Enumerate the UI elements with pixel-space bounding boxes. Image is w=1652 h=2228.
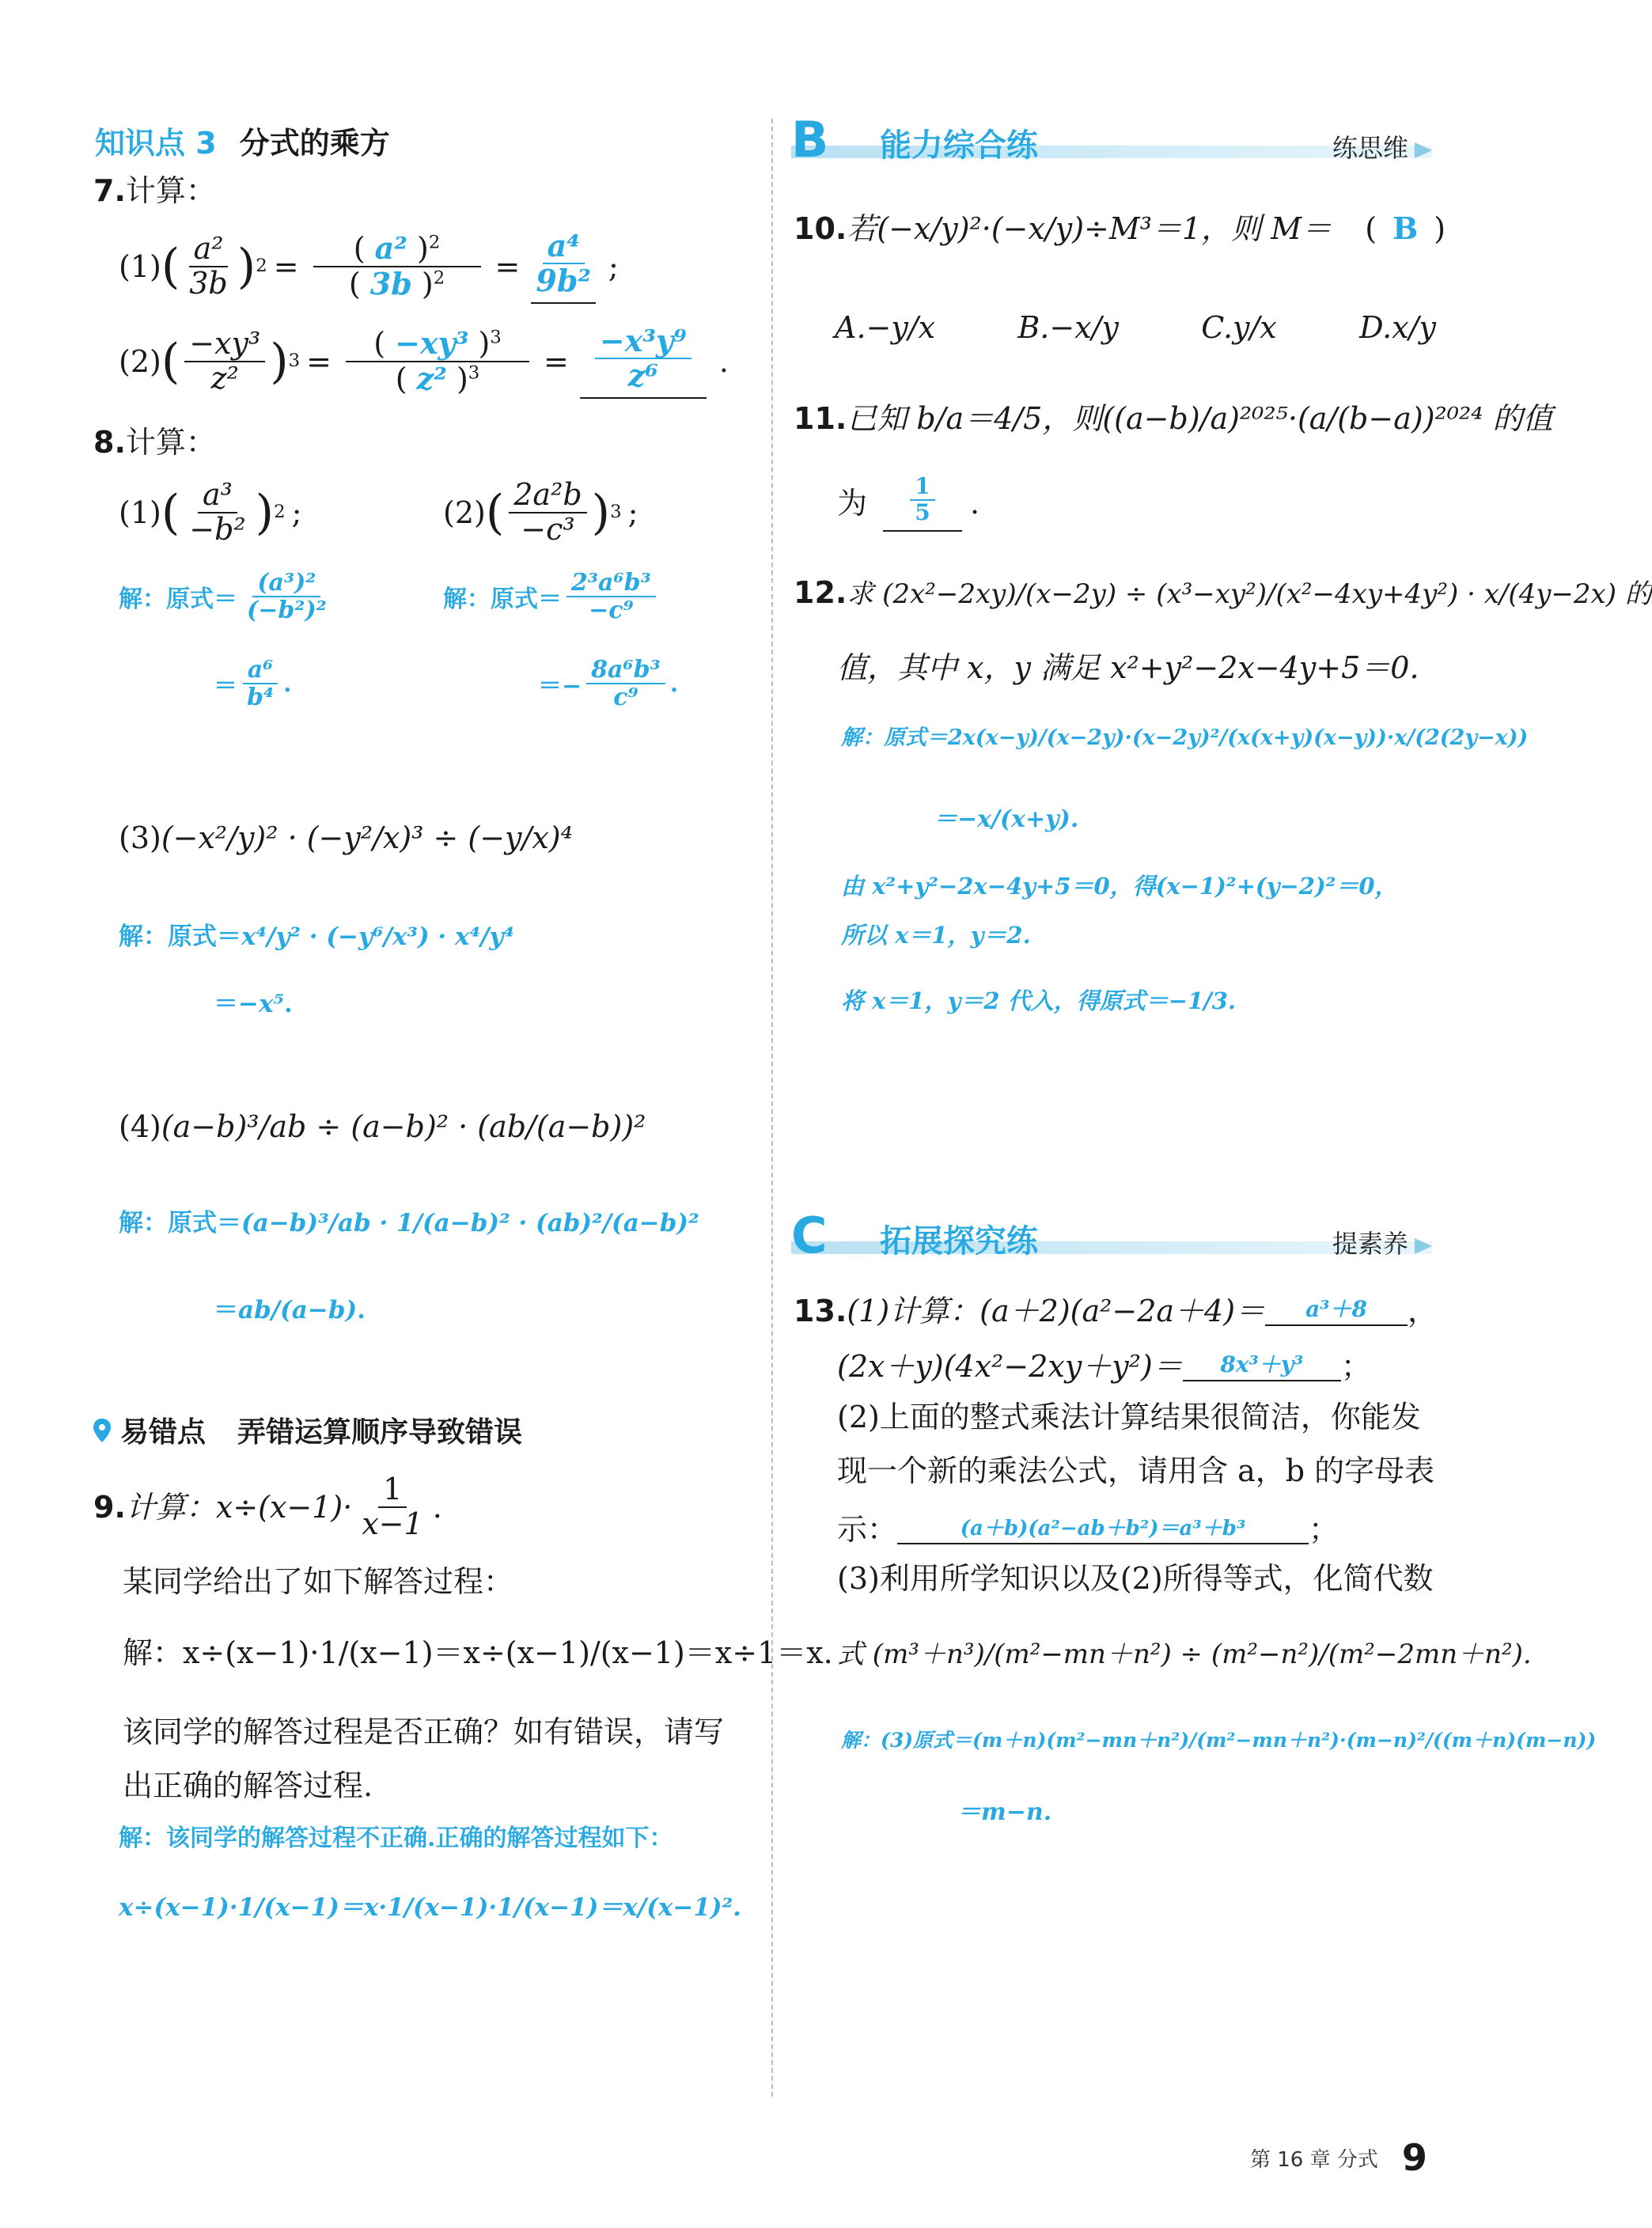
solution-expression: x⁴/y² · (−y⁶/x³) · x⁴/y⁴ (241, 923, 514, 951)
answer-numerator: −x³y⁹ (595, 324, 691, 359)
solution-expression: ab/(a−b) (238, 1296, 358, 1324)
solution-text: 由 x²+y²−2x−4y+5＝0，得(x−1)²+(y−2)²＝0， (841, 873, 1398, 900)
section-tag: 练思维 (1332, 133, 1408, 163)
part-label: (1) (119, 494, 161, 530)
answer-expression: x÷(x−1)·1/(x−1)＝x·1/(x−1)·1/(x−1)＝x/(x−1)². (119, 1893, 741, 1922)
question-number: 13. (794, 1294, 847, 1328)
q8-p3-solution-line1 (119, 916, 514, 952)
question-7-header (93, 173, 216, 208)
question-7-part-2: (2) ( $\frac{\text{−xy³}}{\text{z²}}$ ) 3 = $\frac{( -xy^3 )^3}{( z^2 )^3}$ = $\frac{\text{−x³y⁹}}{\text{z⁶}}$ . (119, 324, 729, 399)
solution-expression: 解：(3)原式＝(m＋n)(m²−mn＋n²)/(m²−mn＋n²)·(m−n)²/((m＋n)(m−n)) (841, 1729, 1597, 1752)
answer-denominator: z⁶ (627, 357, 658, 393)
question-12-solution-5 (841, 983, 1236, 1016)
q8-p4-solution-line1 (119, 1203, 699, 1238)
question-text: (2x＋y)(4x²−2xy＋y²)＝ (837, 1349, 1183, 1384)
question-8-part-3 (119, 820, 573, 855)
fill-answer: z² (416, 360, 447, 396)
question-7-part-1: (1) ( $\frac{\text{a²}}{3b}$ ) 2 = $\frac{( a^2 )^2}{( 3b )^2}$ = $\frac{\text{a⁴}}{\text{9b²}}$ ; (119, 229, 619, 304)
question-9-answer-1 (119, 1818, 673, 1853)
question-label: 计算： (125, 425, 216, 460)
question-9-answer-2 (119, 1887, 741, 1923)
question-12-stem-2 (837, 650, 1419, 685)
question-10-stem: 10.若(−x/y)²·(−x/y)÷M³＝1，则 M＝ ( B ) (794, 210, 1446, 246)
solution-denominator: c⁹ (613, 684, 638, 711)
column-divider (771, 119, 773, 2097)
solution-expression: −x⁵ (238, 990, 285, 1018)
section-b-header (791, 111, 1432, 174)
question-9-line2: 该同学的解答过程是否正确？如有错误，请写 (123, 1715, 725, 1749)
section-title: 能力综合练 (880, 127, 1038, 164)
answer-blank (1265, 1291, 1408, 1326)
question-text: 已知 b/a＝4/5，则((a−b)/a)²⁰²⁵·(a/(b−a))²⁰²⁴ 的值 (847, 401, 1553, 436)
section-letter: C (791, 1207, 828, 1264)
q8-p3-solution-line2: ＝−x⁵. (214, 990, 293, 1018)
solution-numerator: 2³a⁶b³ (566, 570, 656, 597)
exponent: 2 (256, 256, 267, 277)
question-13-part-1: 13. (1)计算：(a＋2)(a²−2a＋4)＝ a³＋8 ， (794, 1291, 1438, 1326)
question-12-solution-4 (841, 918, 1031, 950)
fill-answer: a³＋8 (1305, 1296, 1367, 1322)
choice-answer: B (1392, 210, 1419, 246)
solution-text: 所以 x＝1，y＝2. (841, 922, 1031, 949)
fraction-numerator: −xy³ (184, 328, 265, 362)
expression: (a−b)³/ab ÷ (a−b)² · (ab/(a−b))² (161, 1109, 646, 1144)
triangle-icon (1415, 142, 1432, 158)
section-title: 拓展探究练 (880, 1223, 1038, 1260)
solution-prefix: 解：原式＝ (443, 585, 562, 613)
fill-answer: −xy³ (395, 325, 469, 361)
question-number: 8. (93, 425, 126, 460)
question-9-stem: 9. 计算：x÷(x−1)· $\frac{1}{x-1}$ . (93, 1472, 442, 1541)
question-13-part-3a: (3)利用所学知识以及(2)所得等式，化简代数 (837, 1561, 1434, 1596)
question-text: 值，其中 x，y 满足 x²+y²−2x−4y+5＝0. (837, 650, 1419, 685)
knowledge-point-title: 分式的乘方 (239, 126, 390, 161)
fraction-denominator: z² (210, 360, 239, 396)
question-text: 示： (837, 1512, 898, 1547)
part-label: (4) (119, 1109, 161, 1144)
answer-blank (1183, 1347, 1341, 1381)
question-label: 计算： (125, 173, 216, 208)
solution-expression: (a−b)³/ab · 1/(a−b)² · (ab)²/(a−b)² (241, 1209, 699, 1237)
q8-p4-solution-line2: ＝ab/(a−b). (214, 1296, 366, 1324)
chapter-label: 第 16 章 分式 (1250, 2147, 1378, 2172)
option-c: C.y/x (1201, 310, 1277, 345)
solution-denominator: b⁴ (247, 684, 275, 711)
question-number: 12. (794, 575, 847, 610)
answer-numerator: a⁴ (543, 229, 585, 264)
fill-answer: (a＋b)(a²−ab＋b²)＝a³＋b³ (960, 1517, 1246, 1540)
fill-answer: 8x³＋y³ (1220, 1351, 1304, 1377)
answer-denominator: 9b² (536, 262, 592, 298)
solution-expression: 解：原式＝2x(x−y)/(x−2y)·(x−2y)²/(x(x+y)(x−y))·x/(2(2y−x)) (841, 726, 1529, 750)
question-label: 计算：x÷(x−1)· (125, 1489, 353, 1525)
fraction-numerator: a³ (198, 479, 237, 513)
question-8-part-1: (1) ( $\frac{\text{a³}}{\text{−b²}}$ ) 2 ; (119, 477, 302, 547)
fraction-numerator: a² (189, 233, 229, 267)
pitfall-title: 弄错运算顺序导致错误 (237, 1416, 523, 1449)
part-label: (3) (119, 820, 161, 855)
question-9-line1: 某同学给出了如下解答过程： (123, 1564, 514, 1599)
part-label: (1) (119, 248, 161, 284)
page-footer (1250, 2136, 1427, 2179)
fraction-numerator: 1 (378, 1473, 407, 1508)
solution-prefix: 解：原式＝ (119, 923, 241, 951)
section-letter: B (791, 111, 829, 169)
solution-numerator: (a³)² (252, 570, 320, 597)
question-10-options (835, 310, 1436, 345)
answer-text: 解：该同学的解答过程不正确.正确的解答过程如下： (119, 1824, 673, 1852)
question-13-part-2a: (2)上面的整式乘法计算结果很简洁，你能发 (837, 1400, 1421, 1434)
q8-p2-solution-line1 (443, 570, 661, 623)
question-8-part-4 (119, 1109, 646, 1144)
q8-p2-solution-line2: ＝− $\frac{\text{8a⁶b³}}{\text{c⁹}}$ . (538, 656, 679, 711)
option-b: B.−x/y (1017, 310, 1119, 345)
answer-blank (883, 475, 962, 532)
fraction-denominator: −b² (189, 511, 246, 547)
fraction-denominator: 3b (189, 265, 228, 301)
section-c-header (791, 1207, 1432, 1270)
solution-numerator: 8a⁶b³ (586, 657, 665, 684)
solution-prefix: 解：原式＝ (119, 1209, 241, 1237)
q8-p1-solution-line2: ＝ $\frac{\text{a⁶}}{\text{b⁴}}$ . (214, 656, 292, 711)
fraction-denominator: −c³ (521, 511, 575, 547)
question-number: 11. (794, 401, 847, 436)
question-12-solution-1 (841, 720, 1528, 751)
knowledge-point-heading (95, 119, 390, 162)
answer-denominator: 5 (915, 498, 930, 525)
solution-expression: ＝−x/(x+y). (934, 805, 1079, 833)
question-11-answer-row: 为 $\frac{1}{5}$ . (837, 475, 979, 532)
question-8-part-2: (2) ( $\frac{\text{2a²b}}{\text{−c³}}$ ) 3 ; (443, 477, 638, 547)
solution-numerator: a⁶ (243, 657, 278, 684)
question-13-part-2b: 现一个新的乘法公式，请用含 a，b 的字母表 (837, 1453, 1435, 1488)
q8-p1-solution-line1 (119, 570, 336, 623)
fraction-numerator: 2a²b (509, 479, 586, 513)
solution-denominator: (−b²)² (247, 597, 327, 624)
fill-answer: a² (374, 230, 407, 266)
fraction-denominator: x−1 (362, 1506, 423, 1541)
question-12-stem (794, 575, 1652, 610)
answer-numerator: 1 (910, 475, 934, 501)
question-number: 9. (93, 1489, 126, 1525)
question-text: 为 (837, 485, 868, 521)
page-number: 9 (1401, 2136, 1427, 2179)
solution-prefix: 解：原式＝ (119, 585, 237, 613)
exponent: 3 (288, 350, 301, 372)
location-pin-icon (93, 1419, 111, 1442)
question-12-solution-2 (934, 799, 1078, 834)
solution-expression: ＝m−n. (957, 1798, 1052, 1826)
question-number: 7. (93, 173, 126, 208)
question-text: 式 (m³＋n³)/(m²−mn＋n²) ÷ (m²−n²)/(m²−2mn＋n²). (837, 1639, 1532, 1670)
fill-answer: 3b (369, 265, 412, 301)
option-d: D.x/y (1359, 310, 1436, 345)
exponent: 3 (610, 502, 622, 523)
expression: (−x²/y)² · (−y²/x)³ ÷ (−y/x)⁴ (161, 820, 573, 855)
solution-denominator: −c⁹ (589, 597, 634, 624)
question-11-stem (794, 401, 1553, 436)
triangle-icon (1415, 1238, 1432, 1254)
question-text: 若(−x/y)²·(−x/y)÷M³＝1，则 M＝ (847, 211, 1332, 246)
question-13-solution-1 (841, 1725, 1596, 1753)
part-label: (2) (443, 494, 486, 530)
question-13-part-1b: (2x＋y)(4x²−2xy＋y²)＝ 8x³＋y³ ； (837, 1347, 1371, 1381)
pitfall-label: 易错点 (120, 1416, 206, 1449)
pitfall-heading (93, 1410, 522, 1450)
question-number: 10. (794, 211, 847, 246)
question-13-part-3b (837, 1638, 1532, 1668)
question-13-part-2c: 示： (a＋b)(a²−ab＋b²)＝a³＋b³ ； (837, 1510, 1339, 1544)
part-label: (2) (119, 343, 161, 379)
question-13-solution-2 (957, 1792, 1051, 1827)
question-text: 求 (2x²−2xy)/(x−2y) ÷ (x³−xy²)/(x²−4xy+4y²) · x/(4y−2x) 的 (847, 578, 1652, 610)
question-8-header (93, 425, 216, 460)
answer-blank (897, 1510, 1309, 1544)
question-9-work: 解：x÷(x−1)·1/(x−1)＝x÷(x−1)/(x−1)＝x÷1＝x. (123, 1635, 833, 1670)
question-text: (1)计算：(a＋2)(a²−2a＋4)＝ (847, 1294, 1266, 1328)
section-tag: 提素养 (1332, 1229, 1408, 1259)
solution-text: 将 x＝1，y＝2 代入，得原式＝−1/3. (841, 987, 1237, 1014)
option-a: A.−y/x (835, 310, 936, 345)
knowledge-point-label: 知识点 3 (95, 126, 217, 161)
question-9-line3: 出正确的解答过程. (123, 1768, 373, 1803)
question-12-solution-3 (841, 869, 1398, 901)
exponent: 2 (274, 502, 286, 523)
